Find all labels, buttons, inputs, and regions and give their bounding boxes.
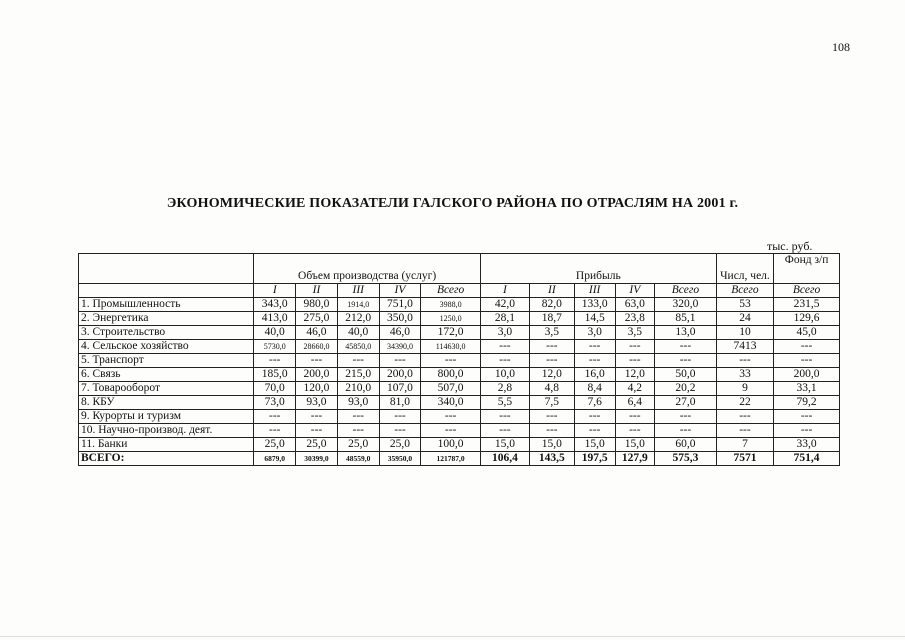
table-cell: 73,0 — [254, 396, 296, 410]
table-sub-header-row — [79, 284, 840, 298]
document-title: ЭКОНОМИЧЕСКИЕ ПОКАЗАТЕЛИ ГАЛСКОГО РАЙОНА ПО ОТРАСЛЯМ НА 2001 г. — [166, 196, 739, 211]
row-label: 9. Курорты и туризм — [79, 410, 254, 424]
table-cell: 340,0 — [421, 396, 481, 410]
table-cell: 127,9 — [615, 452, 655, 466]
row-label: 3. Строительство — [79, 326, 254, 340]
table-cell: --- — [774, 354, 840, 368]
table-row — [79, 312, 840, 326]
table-cell: 12,0 — [529, 368, 574, 382]
table-cell: --- — [716, 410, 773, 424]
table-cell: 133,0 — [574, 298, 615, 312]
sub-header-cell: Всего — [774, 284, 840, 298]
page-number: 108 — [832, 40, 850, 54]
table-cell: --- — [529, 424, 574, 438]
table-cell: --- — [337, 424, 379, 438]
table-cell: 81,0 — [379, 396, 421, 410]
table-cell: 24 — [716, 312, 773, 326]
table-cell: --- — [379, 410, 421, 424]
table-cell: --- — [716, 424, 773, 438]
table-cell: --- — [574, 424, 615, 438]
table-cell: 200,0 — [379, 368, 421, 382]
table-row — [79, 438, 840, 452]
table-cell: 14,5 — [574, 312, 615, 326]
table-row — [79, 340, 840, 354]
table-cell: 45850,0 — [337, 340, 379, 354]
table-cell: 63,0 — [615, 298, 655, 312]
table-cell: 82,0 — [529, 298, 574, 312]
table-cell: 46,0 — [296, 326, 338, 340]
table-cell: 50,0 — [655, 368, 717, 382]
table-cell: --- — [655, 424, 717, 438]
table-cell: 129,6 — [774, 312, 840, 326]
header-wage-fund: Фонд з/п — [774, 254, 840, 284]
table-cell: 3,5 — [529, 326, 574, 340]
table-cell: 20,2 — [655, 382, 717, 396]
table-cell: 45,0 — [774, 326, 840, 340]
row-label: 2. Энергетика — [79, 312, 254, 326]
table-cell: 40,0 — [254, 326, 296, 340]
table-cell: 1250,0 — [421, 312, 481, 326]
sub-header-cell: IV — [615, 284, 655, 298]
table-cell: 2,8 — [480, 382, 529, 396]
table-cell: 46,0 — [379, 326, 421, 340]
sub-header-cell: I — [480, 284, 529, 298]
table-cell: --- — [379, 424, 421, 438]
table-cell: 13,0 — [655, 326, 717, 340]
table-cell: 980,0 — [296, 298, 338, 312]
header-empty-cell — [79, 284, 254, 298]
units-label: тыс. руб. — [767, 239, 813, 253]
table-cell: 7 — [716, 438, 773, 452]
table-cell: 172,0 — [421, 326, 481, 340]
table-cell: 16,0 — [574, 368, 615, 382]
table-cell: 121787,0 — [421, 452, 481, 466]
table-cell: --- — [480, 424, 529, 438]
table-cell: 107,0 — [379, 382, 421, 396]
table-cell: --- — [774, 410, 840, 424]
table-cell: 28,1 — [480, 312, 529, 326]
table-cell: --- — [379, 354, 421, 368]
table-cell: 507,0 — [421, 382, 481, 396]
table-cell: 15,0 — [574, 438, 615, 452]
table-cell: 1914,0 — [337, 298, 379, 312]
table-cell: --- — [254, 410, 296, 424]
table-cell: 114630,0 — [421, 340, 481, 354]
table-cell: 30399,0 — [296, 452, 338, 466]
table-cell: --- — [480, 410, 529, 424]
table-cell: 7,5 — [529, 396, 574, 410]
table-cell: 25,0 — [337, 438, 379, 452]
table-cell: --- — [296, 410, 338, 424]
table-cell: 70,0 — [254, 382, 296, 396]
table-cell: 5,5 — [480, 396, 529, 410]
table-cell: 275,0 — [296, 312, 338, 326]
table-cell: 4,8 — [529, 382, 574, 396]
table-cell: 751,0 — [379, 298, 421, 312]
header-profit: Прибыль — [480, 254, 716, 284]
table-cell: 210,0 — [337, 382, 379, 396]
table-cell: 4,2 — [615, 382, 655, 396]
table-cell: 53 — [716, 298, 773, 312]
table-cell: 60,0 — [655, 438, 717, 452]
table-cell: --- — [655, 354, 717, 368]
table-cell: 34390,0 — [379, 340, 421, 354]
table-cell: --- — [421, 354, 481, 368]
sub-header-cell: IV — [379, 284, 421, 298]
table-cell: 800,0 — [421, 368, 481, 382]
table-cell: 27,0 — [655, 396, 717, 410]
table-cell: --- — [480, 340, 529, 354]
table-cell: --- — [529, 340, 574, 354]
table-row — [79, 396, 840, 410]
table-cell: 25,0 — [296, 438, 338, 452]
table-cell: 3988,0 — [421, 298, 481, 312]
table-cell: --- — [615, 410, 655, 424]
table-cell: 3,0 — [480, 326, 529, 340]
table-cell: 7571 — [716, 452, 773, 466]
table-cell: 79,2 — [774, 396, 840, 410]
table-group-header-row — [79, 254, 840, 284]
header-employees: Числ, чел. — [716, 254, 773, 284]
table-cell: 231,5 — [774, 298, 840, 312]
row-label: 10. Научно-производ. деят. — [79, 424, 254, 438]
table-cell: --- — [296, 354, 338, 368]
table-cell: --- — [574, 340, 615, 354]
table-cell: 185,0 — [254, 368, 296, 382]
table-cell: 3,0 — [574, 326, 615, 340]
table-cell: 42,0 — [480, 298, 529, 312]
table-cell: --- — [421, 424, 481, 438]
header-production: Объем производства (услуг) — [254, 254, 481, 284]
table-cell: 350,0 — [379, 312, 421, 326]
table-cell: 15,0 — [615, 438, 655, 452]
table-cell: --- — [716, 354, 773, 368]
table-body — [79, 298, 840, 466]
total-row — [79, 452, 840, 466]
table-cell: 93,0 — [337, 396, 379, 410]
table-cell: 320,0 — [655, 298, 717, 312]
sub-header-cell: Всего — [716, 284, 773, 298]
table-cell: 33 — [716, 368, 773, 382]
table-cell: --- — [655, 410, 717, 424]
table-cell: --- — [774, 340, 840, 354]
table-cell: 7,6 — [574, 396, 615, 410]
table-cell: --- — [655, 340, 717, 354]
table-cell: 18,7 — [529, 312, 574, 326]
table-cell: --- — [529, 354, 574, 368]
table-cell: 143,5 — [529, 452, 574, 466]
table-cell: 25,0 — [379, 438, 421, 452]
economic-indicators-table — [78, 253, 840, 466]
table-cell: 35950,0 — [379, 452, 421, 466]
table-cell: 6,4 — [615, 396, 655, 410]
table-cell: 575,3 — [655, 452, 717, 466]
scan-edge-line — [0, 636, 905, 637]
table-row — [79, 298, 840, 312]
table-cell: 22 — [716, 396, 773, 410]
table-cell: --- — [337, 410, 379, 424]
table-cell: --- — [254, 424, 296, 438]
table-cell: 343,0 — [254, 298, 296, 312]
sub-header-cell: II — [296, 284, 338, 298]
table-cell: 85,1 — [655, 312, 717, 326]
table-cell: 3,5 — [615, 326, 655, 340]
table-cell: --- — [480, 354, 529, 368]
table-cell: 25,0 — [254, 438, 296, 452]
table-cell: 106,4 — [480, 452, 529, 466]
table-cell: 15,0 — [529, 438, 574, 452]
row-label: ВСЕГО: — [79, 452, 254, 466]
table-cell: --- — [615, 340, 655, 354]
table-row — [79, 410, 840, 424]
table-cell: 100,0 — [421, 438, 481, 452]
table-cell: --- — [296, 424, 338, 438]
row-label: 7. Товарооборот — [79, 382, 254, 396]
table-cell: 413,0 — [254, 312, 296, 326]
row-label: 11. Банки — [79, 438, 254, 452]
sub-header-cell: I — [254, 284, 296, 298]
table-row — [79, 368, 840, 382]
row-label: 8. КБУ — [79, 396, 254, 410]
table-cell: 200,0 — [296, 368, 338, 382]
header-empty-cell — [79, 254, 254, 284]
table-cell: 9 — [716, 382, 773, 396]
table-cell: 6879,0 — [254, 452, 296, 466]
table-row — [79, 382, 840, 396]
table-cell: --- — [254, 354, 296, 368]
table-cell: --- — [337, 354, 379, 368]
table-cell: 212,0 — [337, 312, 379, 326]
table-row — [79, 424, 840, 438]
table-cell: 33,1 — [774, 382, 840, 396]
table-cell: --- — [529, 410, 574, 424]
row-label: 4. Сельское хозяйство — [79, 340, 254, 354]
table-cell: --- — [615, 424, 655, 438]
table-cell: --- — [615, 354, 655, 368]
table-cell: --- — [574, 410, 615, 424]
table-cell: 12,0 — [615, 368, 655, 382]
table-row — [79, 354, 840, 368]
table-cell: 10,0 — [480, 368, 529, 382]
sub-header-cell: II — [529, 284, 574, 298]
sub-header-cell: Всего — [421, 284, 481, 298]
table-cell: --- — [574, 354, 615, 368]
table-cell: --- — [421, 410, 481, 424]
row-label: 6. Связь — [79, 368, 254, 382]
table-cell: 93,0 — [296, 396, 338, 410]
table-cell: 215,0 — [337, 368, 379, 382]
table-cell: 10 — [716, 326, 773, 340]
table-cell: 197,5 — [574, 452, 615, 466]
table-cell: 751,4 — [774, 452, 840, 466]
row-label: 1. Промышленность — [79, 298, 254, 312]
row-label: 5. Транспорт — [79, 354, 254, 368]
table-cell: 23,8 — [615, 312, 655, 326]
table-row — [79, 326, 840, 340]
table-cell: 40,0 — [337, 326, 379, 340]
table-cell: 5730,0 — [254, 340, 296, 354]
table-cell: 33,0 — [774, 438, 840, 452]
table-cell: 120,0 — [296, 382, 338, 396]
table-cell: 15,0 — [480, 438, 529, 452]
table-cell: 48559,0 — [337, 452, 379, 466]
sub-header-cell: Всего — [655, 284, 717, 298]
sub-header-cell: III — [337, 284, 379, 298]
table-cell: --- — [774, 424, 840, 438]
table-cell: 7413 — [716, 340, 773, 354]
table-cell: 8,4 — [574, 382, 615, 396]
table-cell: 28660,0 — [296, 340, 338, 354]
table-cell: 200,0 — [774, 368, 840, 382]
sub-header-cell: III — [574, 284, 615, 298]
